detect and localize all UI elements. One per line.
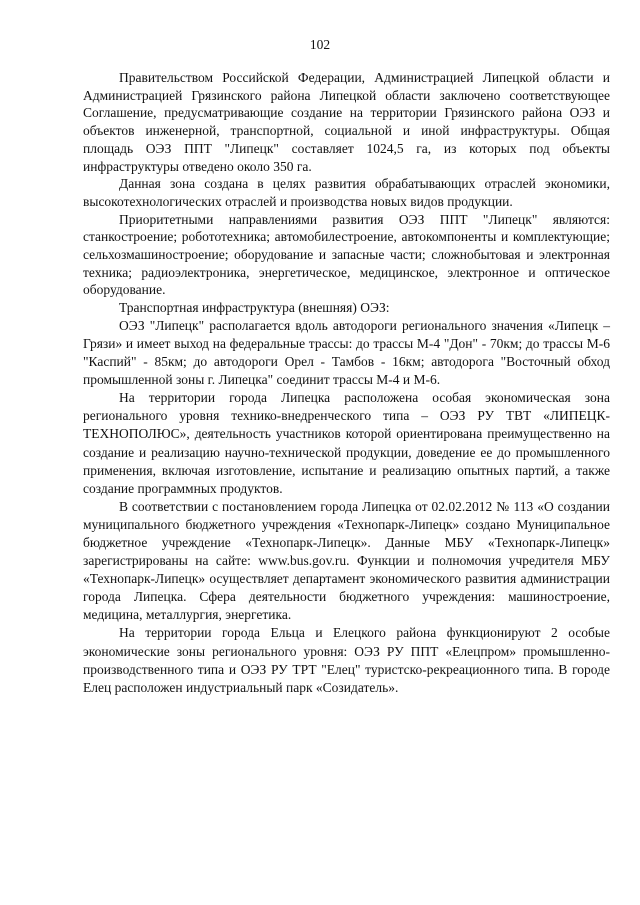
paragraph-zone-purpose: Данная зона создана в целях развития обрабатывающих отраслей экономики, высокотехнологических отраслей и производства новых видов продукции. <box>83 176 610 209</box>
document-body <box>83 69 610 697</box>
paragraph-technopark: В соответствии с постановлением города Липецка от 02.02.2012 № 113 «О создании муниципального бюджетного учреждения «Технопарк-Липецк» создано Муниципальное бюджетное учреждение «Технопарк-Липецк». Данные МБУ «Технопарк-Липецк» зарегистрированы на сайте: www.bus.gov.ru. Функции и полномочия учредителя МБУ «Технопарк-Липецк» осуществляет департамент экономического развития администрации города Липецка. Сфера деятельности бюджетного учреждения: машиностроение, медицина, металлургия, энергетика. <box>83 498 610 623</box>
paragraph-agreement: Правительством Российской Федерации, Администрацией Липецкой области и Администрацией Грязинского района Липецкой области заключено соответствующее Соглашение, предусматривающие создание на территории Грязинского района ОЭЗ и объектов инженерной, транспортной, социальной и иной инфраструктуры. Общая площадь ОЭЗ ППТ "Липецк" составляет 1024,5 га, из которых под объекты инфраструктуры отведено около 350 га. <box>83 70 610 174</box>
paragraph-technopolis: На территории города Липецка расположена особая экономическая зона регионального уровня технико-внедренческого типа – ОЭЗ РУ ТВТ «ЛИПЕЦК-ТЕХНОПОЛЮС», деятельность участников которой ориентирована преимущественно на создание и реализацию научно-технической продукции, доведение ее до промышленного применения, включая изготовление, испытание и реализацию опытных партий, а также создание программных продуктов. <box>83 390 610 496</box>
paragraph-yelets-zones: На территории города Ельца и Елецкого района функционируют 2 особые экономические зоны регионального уровня: ОЭЗ РУ ППТ «Елецпром» промышленно-производственного типа и ОЭЗ РУ ТРТ "Елец" туристско-рекреационного типа. В городе Елец расположен индустриальный парк «Созидатель». <box>83 625 610 695</box>
paragraph-priority-directions: Приоритетными направлениями развития ОЭЗ ППТ "Липецк" являются: станкостроение; робототехника; автомобилестроение, автокомпоненты и комплектующие; сельхозмашиностроение; оборудование и запасные части; сложнобытовая и электронная техника; радиоэлектроника, энергетическое, медицинское, электронное и оптическое оборудование. <box>83 211 610 298</box>
paragraph-transport-heading: Транспортная инфраструктура (внешняя) ОЭЗ: <box>119 300 390 316</box>
paragraph-transport-details: ОЭЗ "Липецк" располагается вдоль автодороги регионального значения «Липецк – Грязи» и имеет выход на федеральные трассы: до трассы М-4 "Дон" - 70км; до трассы М-6 "Каспий" - 85км; до автодороги Орел - Тамбов - 16км; автодорога "Восточный обход промышленной зоны г. Липецка" соединит трассы М-4 и М-6. <box>83 317 610 388</box>
page-number: 102 <box>309 37 331 52</box>
